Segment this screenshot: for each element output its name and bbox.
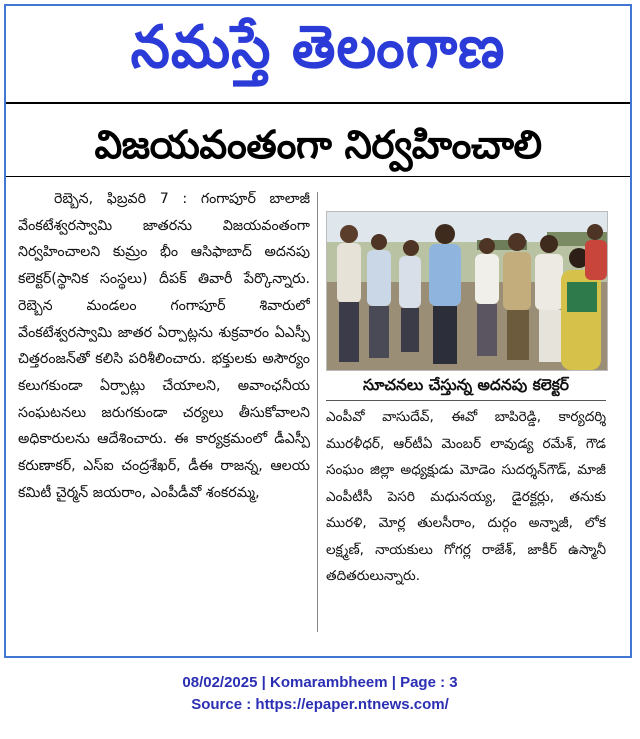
- headline-text: విజయవంతంగా నిర్వహించాలి: [94, 123, 542, 168]
- photo-caption: [326, 370, 606, 401]
- photo-caption-text: సూచనలు చేస్తున్న అదనపు కలెక్టర్: [362, 376, 569, 394]
- newspaper-clipping: [4, 4, 632, 658]
- article-column-1: [18, 186, 310, 641]
- news-photo-illustration: [327, 212, 607, 370]
- masthead: [6, 8, 630, 98]
- masthead-title: నమస్తే తెలంగాణ: [130, 13, 506, 82]
- footer: [0, 672, 640, 716]
- column-divider: [317, 192, 318, 632]
- footer-source-link[interactable]: Source : https://epaper.ntnews.com/: [191, 696, 449, 713]
- article-text-column-1: రెబ్బెన, ఫిబ్రవరి 7 : గంగాపూర్ బాలాజీ వేంకటేశ్వరస్వామి జాతరను విజయవంతంగా నిర్వహించాలని కుమ్రం భీం ఆసిఫాబాద్ అదనపు కలెక్టర్(స్థానిక సంస్థలు) దీపక్ తివారీ పేర్కొన్నారు. రెబ్బెన మండలం గంగాపూర్ శివారులో వేంకటేశ్వరస్వామి జాతర ఏర్పాట్లను శుక్రవారం ఏఎస్పీ చిత్తరంజన్‌తో కలిసి పరిశీలించారు. భక్తులకు అసౌర్యం కలుగకుండా ఏర్పాట్లు చేయాలని, అవాంఛనీయ సంఘటనలు జరుగకుండా చర్యలు తీసుకోవాలని అధికారులను ఆదేశించారు. ఈ కార్యక్రమంలో డీఎస్పీ కరుణాకర్, ఎస్ఐ చంద్రశేఖర్, డీఈ రాజన్న, ఆలయ కమిటీ చైర్మన్ జయరాం, ఎంపీడీవో శంకరమ్మ,: [18, 191, 310, 501]
- footer-date-edition: 08/02/2025 | Komarambheem | Page : 3: [182, 674, 458, 691]
- headline: [6, 118, 630, 174]
- masthead-rule: [6, 102, 630, 104]
- article-text-column-2: ఎంపీవో వాసుదేవ్, ఈవో బాపిరెడ్డి, కార్యదర్శి మురళీధర్, ఆర్‌టీఏ మెంబర్ లావుడ్య రమేశ్, గౌడ సంఘం జిల్లా అధ్యక్షుడు మోడెం సుదర్శన్‌గౌడ్, మాజీ ఎంపీటీసీ పెసరి మధునయ్య, డైరక్టర్లు, తనుకు మురళి, మోర్ల తులసీరాం, దుర్గం అన్నాజీ, లోక లక్ష్మణ్, నాయకులు గోగర్ల రాజేశ్, జాకీర్ ఉస్మానీ తదితరులున్నారు.: [326, 409, 606, 584]
- headline-rule: [6, 176, 630, 177]
- article-column-2: [326, 404, 606, 640]
- news-photo: [326, 211, 608, 371]
